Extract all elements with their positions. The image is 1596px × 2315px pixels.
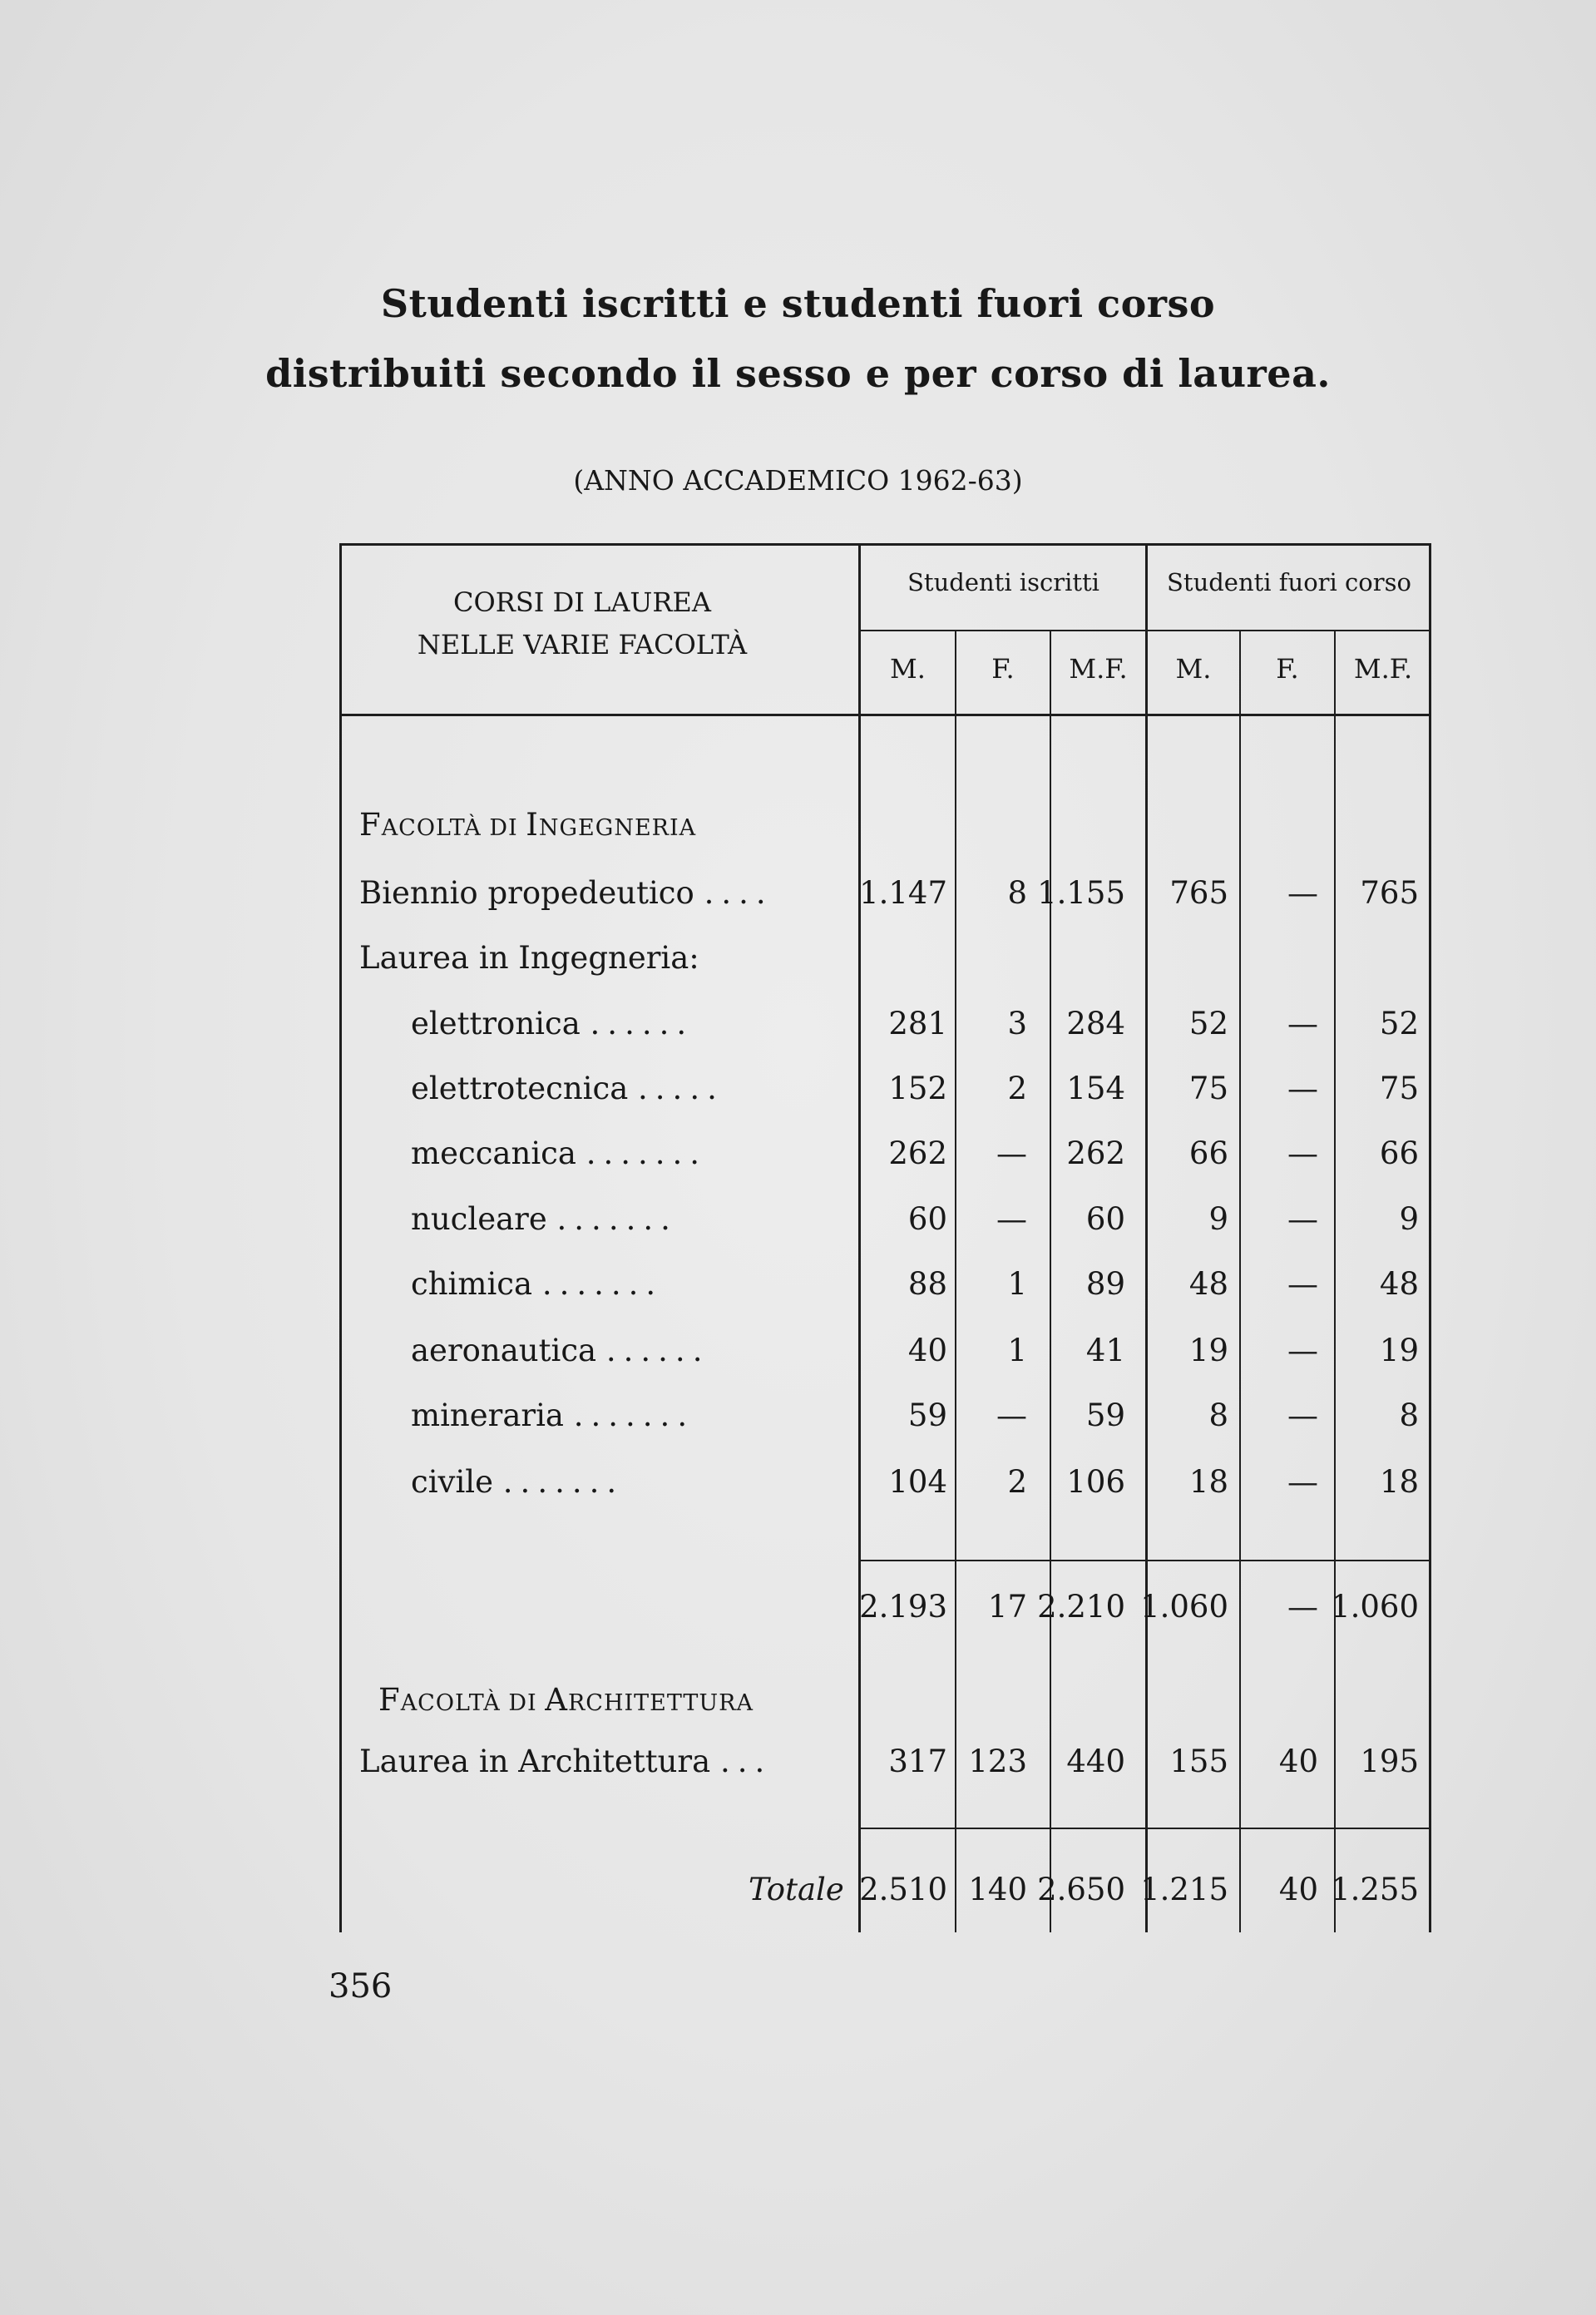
table-cell: 52: [1379, 1006, 1419, 1041]
row-label: nucleare .......: [411, 1201, 678, 1237]
table-cell: 88: [907, 1266, 947, 1302]
header-fuori-f: F.: [1276, 653, 1299, 685]
table-cell: 41: [1085, 1333, 1125, 1368]
table-cell: 75: [1379, 1071, 1419, 1106]
table-cell: 2.193: [859, 1589, 947, 1625]
table-cell: 59: [907, 1397, 947, 1433]
header-bottom-rule: [339, 714, 1430, 716]
table-cell: 8: [1007, 875, 1027, 911]
table-cell: 765: [1169, 875, 1228, 911]
table-right-rule: [1429, 543, 1431, 1932]
row-label: civile .......: [411, 1464, 625, 1500]
total-rule: [859, 1828, 1430, 1829]
table-cell: 2: [1007, 1464, 1027, 1500]
table-cell: —: [1287, 1071, 1318, 1106]
table-cell: 152: [888, 1071, 947, 1106]
table-cell: 17: [987, 1589, 1027, 1625]
table-cell: 155: [1169, 1744, 1228, 1779]
table-cell: —: [1287, 1135, 1318, 1171]
table-cell: 9: [1208, 1201, 1228, 1237]
row-label: elettronica ......: [411, 1006, 694, 1041]
table-top-rule: [339, 543, 1430, 546]
table-cell: 2.210: [1037, 1589, 1125, 1625]
total-label: Totale: [749, 1872, 844, 1907]
table-cell: 1.155: [1037, 875, 1125, 911]
table-cell: 48: [1188, 1266, 1228, 1302]
table-cell: —: [1287, 1266, 1318, 1302]
header-iscritti-f: F.: [991, 653, 1015, 685]
table-cell: 262: [1066, 1135, 1125, 1171]
table-cell: 18: [1379, 1464, 1419, 1500]
header-iscritti-m: M.: [890, 653, 926, 685]
table-cell: 262: [888, 1135, 947, 1171]
table-cell: 1.255: [1331, 1872, 1419, 1907]
table-cell: —: [1287, 1006, 1318, 1041]
table-cell: 2: [1007, 1071, 1027, 1106]
table-cell: 60: [907, 1201, 947, 1237]
table-cell: 3: [1007, 1006, 1027, 1041]
table-cell: 19: [1379, 1333, 1419, 1368]
subtotal-rule: [859, 1560, 1430, 1561]
table-cell: 123: [968, 1744, 1027, 1779]
table-cell: —: [1287, 1397, 1318, 1433]
table-cell: 8: [1208, 1397, 1228, 1433]
table-cell: 66: [1188, 1135, 1228, 1171]
table-cell: —: [996, 1201, 1027, 1237]
table-cell: 19: [1188, 1333, 1228, 1368]
row-label: chimica .......: [411, 1266, 664, 1302]
table-cell: 8: [1399, 1397, 1419, 1433]
table-cell: 284: [1066, 1006, 1125, 1041]
table-cell: 60: [1085, 1201, 1125, 1237]
row-label: aeronautica ......: [411, 1333, 710, 1368]
table-cell: 59: [1085, 1397, 1125, 1433]
table-cell: —: [1287, 1464, 1318, 1500]
table-cell: 40: [1278, 1872, 1318, 1907]
table-cell: 40: [1278, 1744, 1318, 1779]
row-label-biennio: Biennio propedeutico ....: [359, 875, 773, 911]
col-divider-2: [955, 630, 956, 1932]
row-label: meccanica .......: [411, 1135, 708, 1171]
table-cell: 154: [1066, 1071, 1125, 1106]
table-cell: 1: [1007, 1333, 1027, 1368]
header-fuori-m: M.: [1175, 653, 1212, 685]
section-architettura: FACOLTÀ DI ARCHITETTURA: [378, 1682, 754, 1718]
table-cell: 9: [1399, 1201, 1419, 1237]
row-label-architettura: Laurea in Architettura ...: [359, 1744, 773, 1779]
row-label: elettrotecnica .....: [411, 1071, 724, 1106]
page-number: 356: [329, 1967, 393, 2006]
col-divider-6: [1334, 630, 1336, 1932]
table-cell: 40: [907, 1333, 947, 1368]
table-cell: 48: [1379, 1266, 1419, 1302]
table-cell: 317: [888, 1744, 947, 1779]
table-left-rule: [339, 543, 342, 1932]
table-cell: 1.060: [1140, 1589, 1228, 1625]
label-laurea-ingegneria: Laurea in Ingegneria:: [359, 940, 699, 976]
row-label: mineraria .......: [411, 1397, 695, 1433]
header-studenti-fuori-corso: Studenti fuori corso: [1167, 568, 1411, 596]
header-fuori-mf: M.F.: [1353, 653, 1413, 685]
table-cell: —: [1287, 875, 1318, 911]
table-cell: —: [1287, 1333, 1318, 1368]
subtitle: (ANNO ACCADEMICO 1962-63): [573, 464, 1023, 497]
col-divider-3: [1050, 630, 1051, 1932]
col-divider-4: [1145, 543, 1148, 1932]
table-cell: 2.650: [1037, 1872, 1125, 1907]
table-cell: 195: [1360, 1744, 1419, 1779]
col-divider-5: [1239, 630, 1241, 1932]
table-cell: 281: [888, 1006, 947, 1041]
title-line-1: Studenti iscritti e studenti fuori corso: [380, 281, 1216, 326]
table-cell: 1: [1007, 1266, 1027, 1302]
table-cell: 1.060: [1331, 1589, 1419, 1625]
table-cell: 106: [1066, 1464, 1125, 1500]
table-cell: —: [996, 1135, 1027, 1171]
table-cell: 66: [1379, 1135, 1419, 1171]
table-cell: —: [1287, 1589, 1318, 1625]
table-cell: 1.147: [859, 875, 947, 911]
header-iscritti-mf: M.F.: [1069, 653, 1128, 685]
table-cell: 75: [1188, 1071, 1228, 1106]
table-cell: —: [996, 1397, 1027, 1433]
table-cell: 1.215: [1140, 1872, 1228, 1907]
table-cell: 140: [968, 1872, 1027, 1907]
table-cell: 2.510: [859, 1872, 947, 1907]
title-line-2: distribuiti secondo il sesso e per corso di laurea.: [265, 351, 1331, 396]
col-divider-1: [858, 543, 861, 1932]
header-courses-line-2: NELLE VARIE FACOLTÀ: [417, 629, 748, 660]
table-cell: 440: [1066, 1744, 1125, 1779]
table-cell: —: [1287, 1201, 1318, 1237]
table-cell: 18: [1188, 1464, 1228, 1500]
header-courses-line-1: CORSI DI LAUREA: [453, 586, 711, 618]
table-cell: 89: [1085, 1266, 1125, 1302]
section-ingegneria: FACOLTÀ DI INGEGNERIA: [359, 807, 697, 843]
table-cell: 104: [888, 1464, 947, 1500]
table-cell: 52: [1188, 1006, 1228, 1041]
header-studenti-iscritti: Studenti iscritti: [907, 568, 1099, 596]
table-cell: 765: [1360, 875, 1419, 911]
